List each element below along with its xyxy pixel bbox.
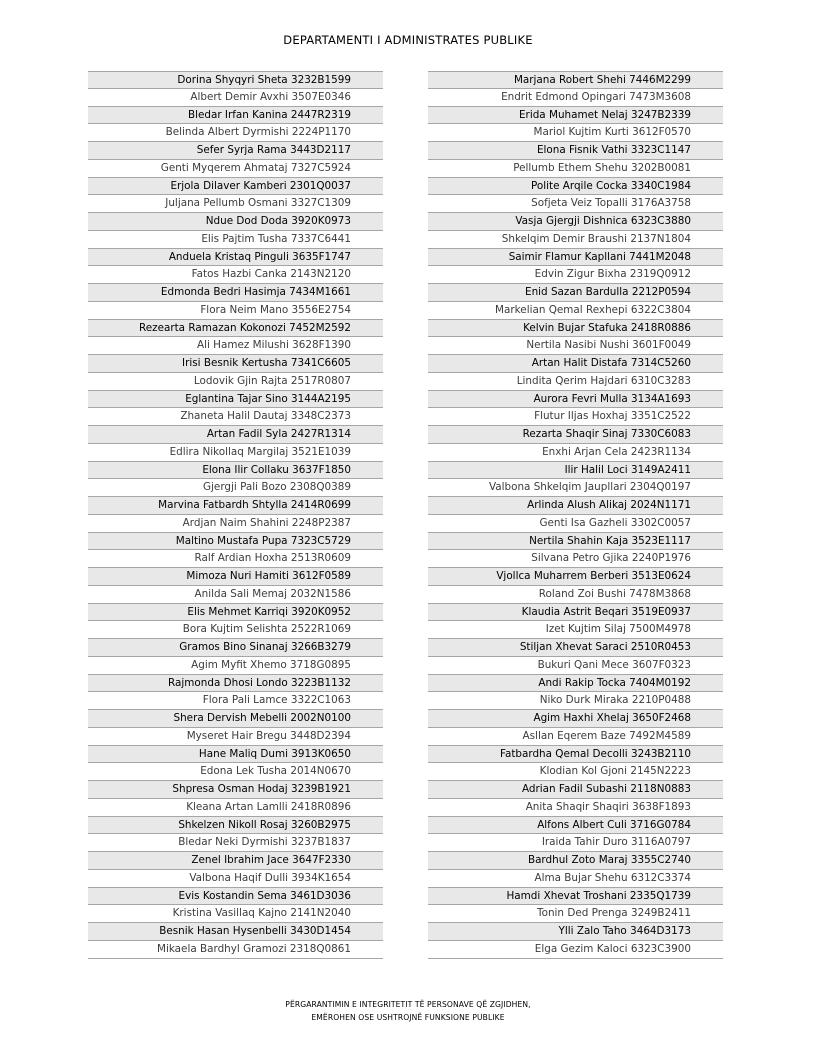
list-item: Saimir Flamur Kapllani 7441M2048 — [428, 249, 723, 267]
list-item: Zenel Ibrahim Jace 3647F2330 — [88, 852, 383, 870]
list-item: Shkelzen Nikoll Rosaj 3260B2975 — [88, 817, 383, 835]
list-item: Flora Neim Mano 3556E2754 — [88, 302, 383, 320]
list-item: Fatos Hazbi Canka 2143N2120 — [88, 266, 383, 284]
list-item: Vjollca Muharrem Berberi 3513E0624 — [428, 568, 723, 586]
list-item: Niko Durk Miraka 2210P0488 — [428, 692, 723, 710]
list-item: Arlinda Alush Alikaj 2024N1171 — [428, 497, 723, 515]
list-item: Nertila Nasibi Nushi 3601F0049 — [428, 337, 723, 355]
list-item: Agim Myfit Xhemo 3718G0895 — [88, 657, 383, 675]
list-item: Andi Rakip Tocka 7404M0192 — [428, 675, 723, 693]
list-item: Rezarta Shaqir Sinaj 7330C6083 — [428, 426, 723, 444]
list-item: Flora Pali Lamce 3322C1063 — [88, 692, 383, 710]
list-item: Aurora Fevri Mulla 3134A1693 — [428, 391, 723, 409]
list-item: Albert Demir Avxhi 3507E0346 — [88, 89, 383, 107]
list-item: Ralf Ardian Hoxha 2513R0609 — [88, 550, 383, 568]
list-item: Klaudia Astrit Beqari 3519E0937 — [428, 604, 723, 622]
list-item: Evis Kostandin Sema 3461D3036 — [88, 888, 383, 906]
list-item: Belinda Albert Dyrmishi 2224P1170 — [88, 124, 383, 142]
list-item: Bora Kujtim Selishta 2522R1069 — [88, 621, 383, 639]
list-item: Ilir Halil Loci 3149A2411 — [428, 462, 723, 480]
list-item: Fatbardha Qemal Decolli 3243B2110 — [428, 746, 723, 764]
list-item: Mariol Kujtim Kurti 3612F0570 — [428, 124, 723, 142]
list-item: Elona Fisnik Vathi 3323C1147 — [428, 142, 723, 160]
list-item: Shkelqim Demir Braushi 2137N1804 — [428, 231, 723, 249]
list-item: Rezearta Ramazan Kokonozi 7452M2592 — [88, 320, 383, 338]
list-item: Hane Maliq Dumi 3913K0650 — [88, 746, 383, 764]
right-name-list — [428, 71, 723, 959]
footer-line-1: PËRGARANTIMIN E INTEGRITETIT TË PERSONAVE QË ZGJIDHEN, — [285, 1000, 531, 1009]
list-item: Enid Sazan Bardulla 2212P0594 — [428, 284, 723, 302]
list-item: Gjergji Pali Bozo 2308Q0389 — [88, 479, 383, 497]
list-item: Eglantina Tajar Sino 3144A2195 — [88, 391, 383, 409]
list-item: Anita Shaqir Shaqiri 3638F1893 — [428, 799, 723, 817]
list-item: Erida Muhamet Nelaj 3247B2339 — [428, 107, 723, 125]
list-item: Elis Mehmet Karriqi 3920K0952 — [88, 604, 383, 622]
list-item: Elga Gezim Kaloci 6323C3900 — [428, 941, 723, 959]
list-item: Gramos Bino Sinanaj 3266B3279 — [88, 639, 383, 657]
list-item: Enxhi Arjan Cela 2423R1134 — [428, 444, 723, 462]
list-item: Vasja Gjergji Dishnica 6323C3880 — [428, 213, 723, 231]
list-item: Genti Isa Gazheli 3302C0057 — [428, 515, 723, 533]
list-item: Mimoza Nuri Hamiti 3612F0589 — [88, 568, 383, 586]
list-item: Polite Arqile Cocka 3340C1984 — [428, 178, 723, 196]
list-item: Ali Hamez Milushi 3628F1390 — [88, 337, 383, 355]
list-item: Bledar Irfan Kanina 2447R2319 — [88, 107, 383, 125]
list-item: Bardhul Zoto Maraj 3355C2740 — [428, 852, 723, 870]
list-item: Irisi Besnik Kertusha 7341C6605 — [88, 355, 383, 373]
list-item: Agim Haxhi Xhelaj 3650F2468 — [428, 710, 723, 728]
list-item: Edona Lek Tusha 2014N0670 — [88, 763, 383, 781]
list-item: Edmonda Bedri Hasimja 7434M1661 — [88, 284, 383, 302]
list-item: Rajmonda Dhosi Londo 3223B1132 — [88, 675, 383, 693]
list-item: Kristina Vasillaq Kajno 2141N2040 — [88, 905, 383, 923]
list-item: Flutur Iljas Hoxhaj 3351C2522 — [428, 408, 723, 426]
list-item: Myseret Hair Bregu 3448D2394 — [88, 728, 383, 746]
list-item: Ardjan Naim Shahini 2248P2387 — [88, 515, 383, 533]
list-item: Adrian Fadil Subashi 2118N0883 — [428, 781, 723, 799]
list-item: Roland Zoi Bushi 7478M3868 — [428, 586, 723, 604]
list-item: Hamdi Xhevat Troshani 2335Q1739 — [428, 888, 723, 906]
list-item: Shera Dervish Mebelli 2002N0100 — [88, 710, 383, 728]
left-name-list — [88, 71, 383, 959]
list-item: Iraida Tahir Duro 3116A0797 — [428, 834, 723, 852]
list-item: Nertila Shahin Kaja 3523E1117 — [428, 533, 723, 551]
list-item: Klodian Kol Gjoni 2145N2223 — [428, 763, 723, 781]
list-item: Elis Pajtim Tusha 7337C6441 — [88, 231, 383, 249]
list-item: Mikaela Bardhyl Gramozi 2318Q0861 — [88, 941, 383, 959]
list-item: Dorina Shyqyri Sheta 3232B1599 — [88, 71, 383, 89]
list-item: Lindita Qerim Hajdari 6310C3283 — [428, 373, 723, 391]
list-item: Izet Kujtim Silaj 7500M4978 — [428, 621, 723, 639]
list-item: Sofjeta Veiz Topalli 3176A3758 — [428, 195, 723, 213]
list-item: Pellumb Ethem Shehu 3202B0081 — [428, 160, 723, 178]
list-item: Ndue Dod Doda 3920K0973 — [88, 213, 383, 231]
list-item: Sefer Syrja Rama 3443D2117 — [88, 142, 383, 160]
list-item: Edlira Nikollaq Margilaj 3521E1039 — [88, 444, 383, 462]
list-item: Artan Fadil Syla 2427R1314 — [88, 426, 383, 444]
list-item: Marjana Robert Shehi 7446M2299 — [428, 71, 723, 89]
list-item: Tonin Ded Prenga 3249B2411 — [428, 905, 723, 923]
list-item: Kelvin Bujar Stafuka 2418R0886 — [428, 320, 723, 338]
list-item: Alfons Albert Culi 3716G0784 — [428, 817, 723, 835]
list-item: Ylli Zalo Taho 3464D3173 — [428, 923, 723, 941]
list-item: Anduela Kristaq Pinguli 3635F1747 — [88, 249, 383, 267]
list-item: Edvin Zigur Bixha 2319Q0912 — [428, 266, 723, 284]
list-item: Kleana Artan Lamlli 2418R0896 — [88, 799, 383, 817]
list-item: Markelian Qemal Rexhepi 6322C3804 — [428, 302, 723, 320]
footer-line-2: EMËROHEN OSE USHTROJNË FUNKSIONE PUBLIKE — [311, 1013, 505, 1022]
list-item: Silvana Petro Gjika 2240P1976 — [428, 550, 723, 568]
document-title: DEPARTAMENTI I ADMINISTRATES PUBLIKE — [283, 33, 533, 47]
list-item: Alma Bujar Shehu 6312C3374 — [428, 870, 723, 888]
list-item: Maltino Mustafa Pupa 7323C5729 — [88, 533, 383, 551]
list-item: Asllan Eqerem Baze 7492M4589 — [428, 728, 723, 746]
list-item: Bledar Neki Dyrmishi 3237B1837 — [88, 834, 383, 852]
list-item: Valbona Haqif Dulli 3934K1654 — [88, 870, 383, 888]
list-item: Endrit Edmond Opingari 7473M3608 — [428, 89, 723, 107]
list-item: Shpresa Osman Hodaj 3239B1921 — [88, 781, 383, 799]
list-item: Elona Ilir Collaku 3637F1850 — [88, 462, 383, 480]
list-item: Juljana Pellumb Osmani 3327C1309 — [88, 195, 383, 213]
list-item: Marvina Fatbardh Shtylla 2414R0699 — [88, 497, 383, 515]
list-item: Anilda Sali Memaj 2032N1586 — [88, 586, 383, 604]
list-item: Artan Halit Distafa 7314C5260 — [428, 355, 723, 373]
list-item: Stiljan Xhevat Saraci 2510R0453 — [428, 639, 723, 657]
list-item: Erjola Dilaver Kamberi 2301Q0037 — [88, 178, 383, 196]
list-item: Bukuri Qani Mece 3607F0323 — [428, 657, 723, 675]
list-item: Zhaneta Halil Dautaj 3348C2373 — [88, 408, 383, 426]
list-item: Lodovik Gjin Rajta 2517R0807 — [88, 373, 383, 391]
list-item: Genti Myqerem Ahmataj 7327C5924 — [88, 160, 383, 178]
list-item: Besnik Hasan Hysenbelli 3430D1454 — [88, 923, 383, 941]
list-item: Valbona Shkelqim Jaupllari 2304Q0197 — [428, 479, 723, 497]
footer — [0, 998, 816, 1024]
